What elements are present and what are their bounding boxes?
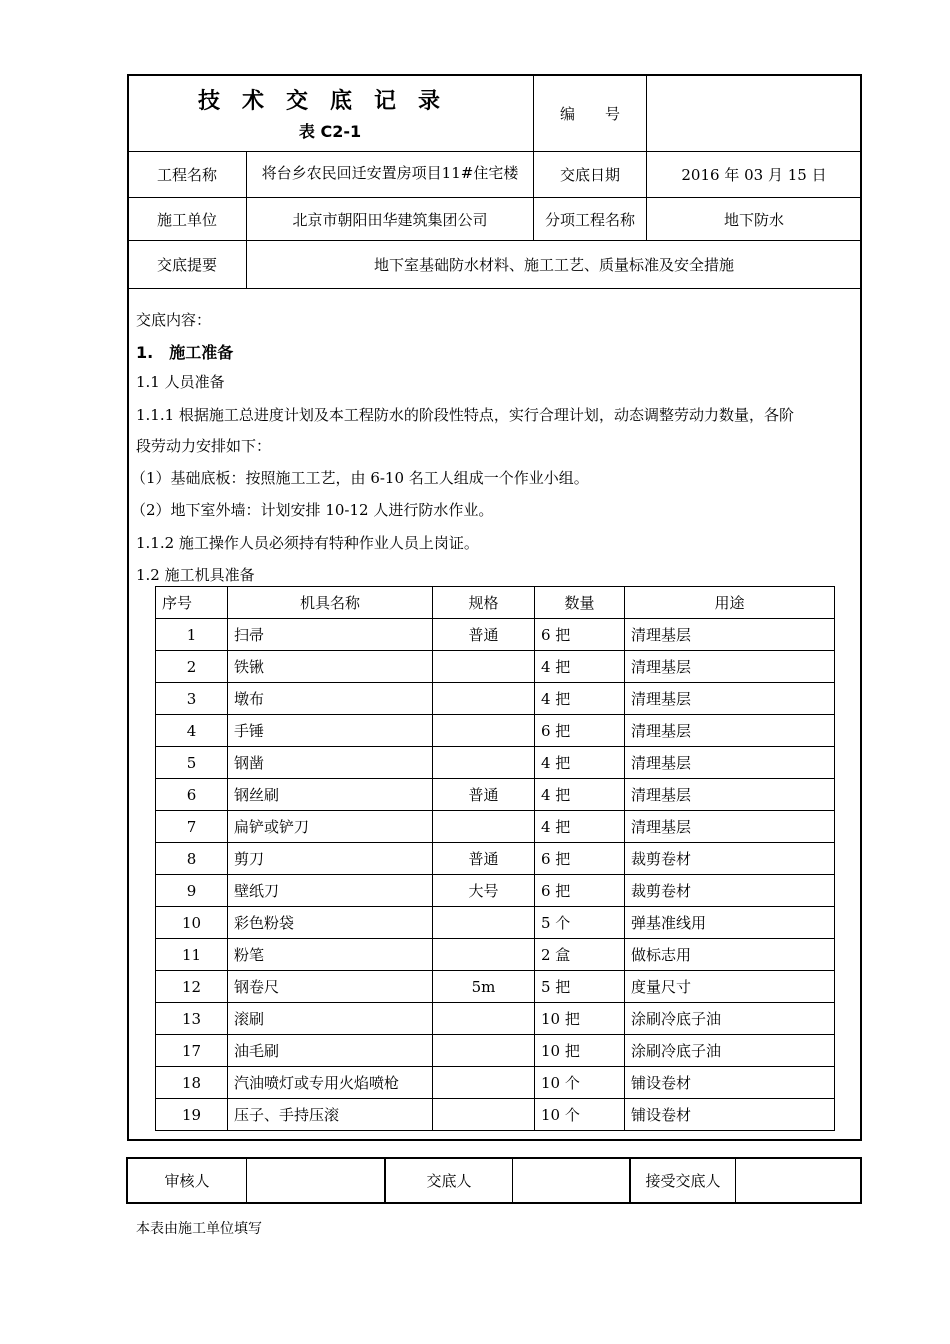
table-row [156,683,835,715]
table-row [156,619,835,651]
header-spec: 规格 [433,587,535,619]
table-row [156,939,835,971]
row-name: 手锤 [228,715,433,747]
table-row [156,651,835,683]
row-seq: 8 [156,843,228,875]
row-qty: 6 把 [535,619,625,651]
row-name: 扫帚 [228,619,433,651]
row-qty: 6 把 [535,715,625,747]
row-spec [433,1067,535,1099]
row-name: 壁纸刀 [228,875,433,907]
row-seq: 13 [156,1003,228,1035]
row-seq: 17 [156,1035,228,1067]
table-row [156,875,835,907]
row-use: 铺设卷材 [625,1067,835,1099]
row-seq: 9 [156,875,228,907]
subitem: 地下防水 [723,210,784,229]
row-name: 扁铲或铲刀 [228,811,433,843]
receiver-label: 接受交底人 [645,1172,721,1190]
table-row [156,907,835,939]
row-spec [433,1035,535,1067]
table-row [156,811,835,843]
row-use: 清理基层 [625,747,835,779]
table-row [156,779,835,811]
row-use: 铺设卷材 [625,1099,835,1131]
row-seq: 19 [156,1099,228,1131]
serial-value [647,75,861,151]
row-name: 铁锹 [228,651,433,683]
row-name: 彩色粉袋 [228,907,433,939]
row-seq: 12 [156,971,228,1003]
table-row [156,715,835,747]
row-seq: 10 [156,907,228,939]
row-spec [433,1003,535,1035]
row-seq: 3 [156,683,228,715]
row-qty: 2 盒 [535,939,625,971]
row-name: 剪刀 [228,843,433,875]
row-seq: 18 [156,1067,228,1099]
row-qty: 10 把 [535,1003,625,1035]
table-row [156,843,835,875]
row-name: 墩布 [228,683,433,715]
subitem-label: 分项工程名称 [544,210,635,229]
serial-label: 编 号 [559,104,620,123]
row-spec [433,907,535,939]
reviewer-label: 审核人 [164,1172,210,1190]
row-use: 度量尺寸 [625,971,835,1003]
row-name: 滚刷 [228,1003,433,1035]
table-row [156,747,835,779]
row-use: 涂刷冷底子油 [625,1003,835,1035]
row-qty: 4 把 [535,779,625,811]
row-name: 钢凿 [228,747,433,779]
row-seq: 6 [156,779,228,811]
row-use: 清理基层 [625,683,835,715]
row-spec: 5m [433,971,535,1003]
content-label: 交底内容： [136,311,212,329]
summary: 地下室基础防水材料、施工工艺、质量标准及安全措施 [373,256,734,274]
page-title: 技术交底记录 [197,88,462,114]
paragraph-1-1-1-line2: 段劳动力安排如下： [136,437,272,455]
reviewer-field[interactable] [247,1159,384,1202]
row-seq: 5 [156,747,228,779]
row-divider [127,288,862,289]
row-qty: 10 把 [535,1035,625,1067]
row-use: 弹基准线用 [625,907,835,939]
discloser-field[interactable] [513,1159,629,1202]
row-spec [433,1099,535,1131]
discloser-label: 交底人 [426,1172,472,1190]
row-qty: 4 把 [535,811,625,843]
row-spec: 普通 [433,779,535,811]
contractor-label: 施工单位 [156,210,217,229]
row-seq: 2 [156,651,228,683]
summary-label: 交底提要 [156,256,217,274]
row-qty: 4 把 [535,683,625,715]
row-spec [433,683,535,715]
header-qty: 数量 [535,587,625,619]
row-use: 清理基层 [625,779,835,811]
paragraph-1-1-2: 1.1.2 施工操作人员必须持有特种作业人员上岗证。 [136,534,479,552]
row-seq: 1 [156,619,228,651]
row-qty: 10 个 [535,1067,625,1099]
section-1-2-heading: 1.2 施工机具准备 [136,566,255,584]
row-spec [433,811,535,843]
row-use: 清理基层 [625,715,835,747]
row-seq: 7 [156,811,228,843]
form-number: 表 C2-1 [298,121,362,141]
row-spec [433,747,535,779]
header-use: 用途 [625,587,835,619]
row-use: 做标志用 [625,939,835,971]
row-qty: 10 个 [535,1099,625,1131]
table-row [156,1003,835,1035]
row-name: 汽油喷灯或专用火焰喷枪 [228,1067,433,1099]
contractor: 北京市朝阳田华建筑集团公司 [292,210,488,229]
table-row [156,1035,835,1067]
row-use: 裁剪卷材 [625,843,835,875]
table-row [156,1067,835,1099]
project-name: 将台乡农民回迁安置房项目11#住宅楼 [261,163,519,182]
row-seq: 11 [156,939,228,971]
row-use: 清理基层 [625,619,835,651]
row-use: 清理基层 [625,811,835,843]
row-spec [433,715,535,747]
disclosure-date: 2016 年 03 月 15 日 [681,166,827,184]
row-name: 压子、手持压滚 [228,1099,433,1131]
row-spec [433,939,535,971]
receiver-field[interactable] [736,1159,860,1202]
date-label: 交底日期 [559,166,620,184]
row-qty: 5 把 [535,971,625,1003]
table-row [156,1099,835,1131]
row-spec: 大号 [433,875,535,907]
row-name: 油毛刷 [228,1035,433,1067]
row-qty: 4 把 [535,651,625,683]
row-qty: 6 把 [535,843,625,875]
row-qty: 4 把 [535,747,625,779]
header-name: 机具名称 [228,587,433,619]
tools-table [155,586,835,1131]
footer-note: 本表由施工单位填写 [136,1221,262,1237]
row-qty: 6 把 [535,875,625,907]
row-name: 粉笔 [228,939,433,971]
row-name: 钢卷尺 [228,971,433,1003]
section-1-heading: 1. 施工准备 [136,343,234,362]
tools-table-header [156,587,835,619]
row-spec: 普通 [433,843,535,875]
list-item-2: （2）地下室外墙：计划安排 10-12 人进行防水作业。 [131,501,494,519]
header-seq: 序号 [156,587,228,619]
row-use: 清理基层 [625,651,835,683]
row-spec: 普通 [433,619,535,651]
section-1-1-heading: 1.1 人员准备 [136,373,225,391]
table-row [156,971,835,1003]
row-qty: 5 个 [535,907,625,939]
row-name: 钢丝刷 [228,779,433,811]
list-item-1: （1）基础底板：按照施工工艺，由 6-10 名工人组成一个作业小组。 [131,469,589,487]
project-name-label: 工程名称 [156,166,217,184]
row-spec [433,651,535,683]
row-use: 涂刷冷底子油 [625,1035,835,1067]
row-seq: 4 [156,715,228,747]
row-use: 裁剪卷材 [625,875,835,907]
paragraph-1-1-1-line1: 1.1.1 根据施工总进度计划及本工程防水的阶段性特点，实行合理计划，动态调整劳动力数量，各阶 [136,406,794,424]
